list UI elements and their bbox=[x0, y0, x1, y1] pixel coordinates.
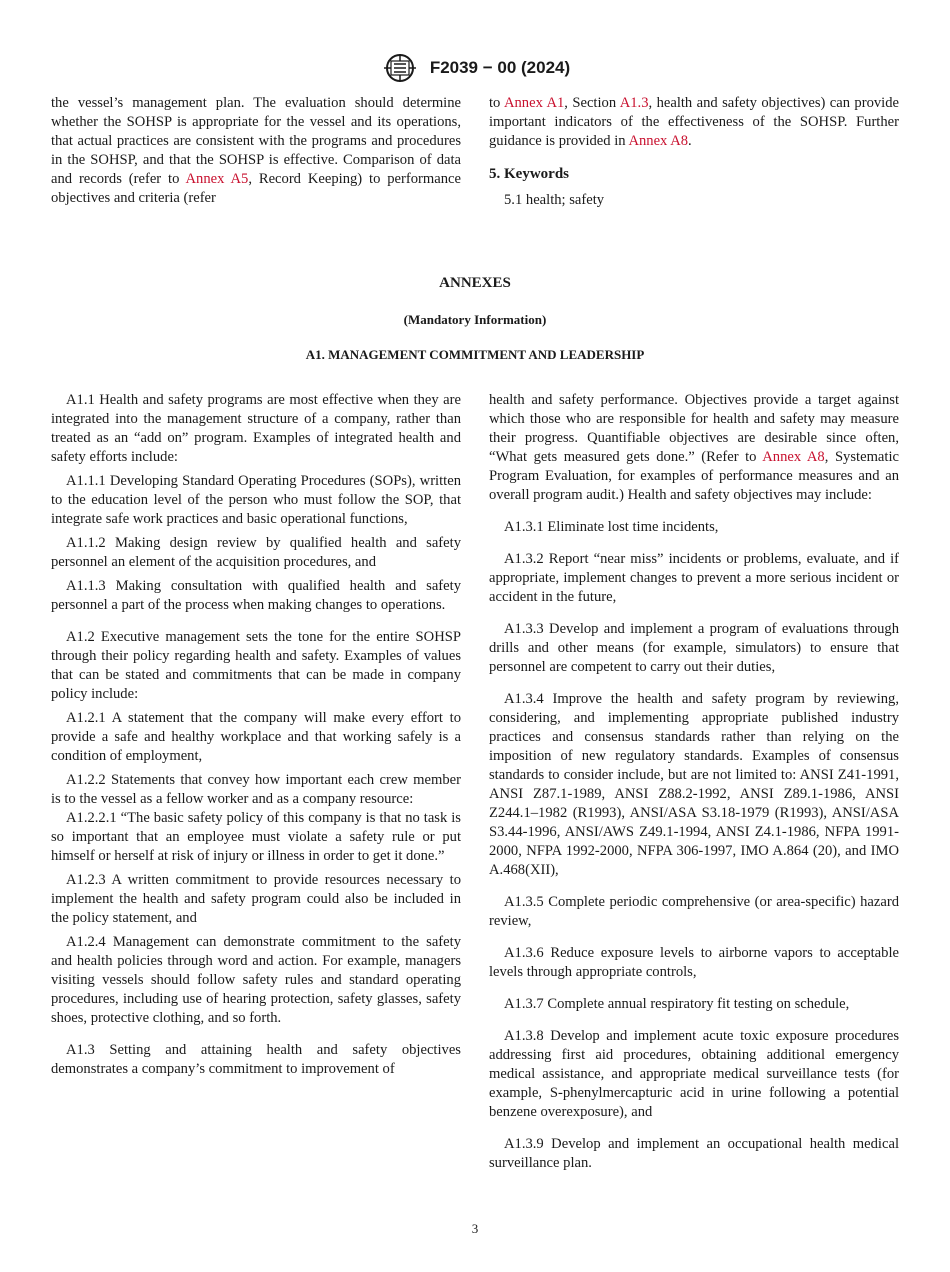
paragraph-a1-3-5: A1.3.5 Complete periodic comprehensive (or area-specific) hazard review, bbox=[489, 894, 899, 929]
paragraph-a1-3-7: A1.3.7 Complete annual respiratory fit testing on schedule, bbox=[504, 996, 850, 1012]
section-a1-3-link[interactable]: A1.3 bbox=[619, 95, 649, 111]
page-number: 3 bbox=[471, 1221, 479, 1236]
evaluation-paragraph-continued: to Annex A1, Section A1.3, health and safety objectives) can provide important indicators of the effectiveness of the SOHSP. Further guidance is provided in Annex A8. bbox=[489, 95, 899, 149]
paragraph-a1-3-3: A1.3.3 Develop and implement a program of evaluations through drills and other means (for example, simulators) to ensure that personnel are competent to carry out their duties, bbox=[489, 621, 899, 675]
keywords-text: 5.1 health; safety bbox=[504, 192, 605, 208]
page-header bbox=[0, 52, 950, 84]
paragraph-a1-2-4: A1.2.4 Management can demonstrate commitment to the safety and health policies through word and action. For example, managers visiting vessels should follow safety rules and standard operating procedures, including use of hearing protection, safety glasses, safety shoes, protective clothing, and so forth. bbox=[51, 934, 461, 1026]
top-right-column bbox=[489, 94, 899, 215]
paragraph-a1-2-1: A1.2.1 A statement that the company will make every effort to provide a safe and healthy workplace and that working safely is a condition of employment, bbox=[51, 710, 461, 764]
paragraph-a1-3-9: A1.3.9 Develop and implement an occupational health medical surveillance plan. bbox=[489, 1136, 899, 1171]
paragraph-a1-3-continued: health and safety performance. Objectives provide a target against which those who are responsible for health and safety may measure their progress. Quantifiable objectives are desirable since often, “What gets measured gets done.” (Refer to Annex A8, Systematic Program Evaluation, for examples of performance measures and an overall program audit.) Health and safety objectives may include: bbox=[489, 392, 899, 503]
annex-a8-link[interactable]: Annex A8 bbox=[628, 133, 689, 149]
document-designation: F2039 − 00 (2024) bbox=[429, 58, 571, 77]
paragraph-a1-2-3: A1.2.3 A written commitment to provide resources necessary to implement the health and safety program could also be included in the policy statement, and bbox=[51, 872, 461, 926]
right-column bbox=[489, 391, 899, 1178]
left-column bbox=[51, 391, 461, 1084]
keywords-heading: 5. Keywords bbox=[489, 166, 569, 182]
evaluation-paragraph: the vessel’s management plan. The evaluation should determine whether the SOHSP is appropriate for the vessel and its operations, that actual practices are consistent with the programs and procedures in the SOHSP, and that the SOHSP is effective. Comparison of data and records (refer to Annex A5, Record Keeping) to performance objectives and criteria (refer bbox=[51, 95, 461, 206]
astm-logo-icon bbox=[380, 52, 420, 84]
top-left-column bbox=[51, 94, 461, 213]
annexes-subtitle: (Mandatory Information) bbox=[403, 312, 547, 327]
paragraph-a1-3-1: A1.3.1 Eliminate lost time incidents, bbox=[504, 519, 719, 535]
paragraph-a1-2: A1.2 Executive management sets the tone for the entire SOHSP through their policy regarding health and safety. Examples of values that can be stated and commitments that can be made in company policy include: bbox=[51, 629, 461, 702]
paragraph-a1-3-4: A1.3.4 Improve the health and safety program by reviewing, considering, and implementing appropriate published industry practices and consensus standards rather than relying on the imposition of new regulatory standards. Examples of consensus standards to consider include, but are not limited to: ANSI Z41-1991, ANSI Z87.1-1989, ANSI Z88.2-1992, ANSI Z89.1-1986, ANSI Z244.1–1982 (R1993), ANSI/ASA S3.18-1979 (R1993), ANSI/ASA S3.44-1996, ANSI/AWS Z49.1-1994, ANSI Z4.1-1986, NFPA 1991-2000, NFPA 1992-2000, NFPA 306-1997, IMO A.864 (20), and IMO A.468(XII), bbox=[489, 691, 899, 878]
paragraph-a1-3-6: A1.3.6 Reduce exposure levels to airborne vapors to acceptable levels through appropriate controls, bbox=[489, 945, 899, 980]
annex-a8-link-2[interactable]: Annex A8 bbox=[762, 449, 825, 465]
annex-a1-title: A1. MANAGEMENT COMMITMENT AND LEADERSHIP bbox=[305, 347, 645, 362]
paragraph-a1-2-2: A1.2.2 Statements that convey how important each crew member is to the vessel as a fellow worker and as a company resource: bbox=[51, 772, 461, 807]
annex-a1-link[interactable]: Annex A1 bbox=[503, 95, 565, 111]
annex-a5-link[interactable]: Annex A5 bbox=[185, 171, 249, 187]
paragraph-a1-1-1: A1.1.1 Developing Standard Operating Procedures (SOPs), written to the education level of the person who must follow the SOP, that integrate safe work practices and basic operational functions, bbox=[51, 473, 461, 527]
paragraph-a1-1-2: A1.1.2 Making design review by qualified health and safety personnel an element of the acquisition procedures, and bbox=[51, 535, 461, 570]
paragraph-a1-2-2-1: A1.2.2.1 “The basic safety policy of this company is that no task is so important that an employee must violate a safety rule or put himself or herself at risk of injury or illness in order to get it done.” bbox=[51, 810, 461, 864]
paragraph-a1-3: A1.3 Setting and attaining health and safety objectives demonstrates a company’s commitment to improvement of bbox=[51, 1042, 461, 1077]
annexes-title: ANNEXES bbox=[439, 275, 511, 291]
paragraph-a1-1-3: A1.1.3 Making consultation with qualified health and safety personnel a part of the process when making changes to operations. bbox=[51, 578, 461, 613]
paragraph-a1-3-8: A1.3.8 Develop and implement acute toxic exposure procedures addressing first aid procedures, obtaining additional emergency medical assistance, and appropriate medical surveillance tests (for example, S-phenylmercapturic acid in urine following a potential benzene overexposure), and bbox=[489, 1028, 899, 1120]
paragraph-a1-1: A1.1 Health and safety programs are most effective when they are integrated into the management structure of a company, rather than treated as an “add on” program. Examples of integrated health and safety efforts include: bbox=[51, 392, 461, 465]
paragraph-a1-3-2: A1.3.2 Report “near miss” incidents or problems, evaluate, and if appropriate, implement changes to prevent a more serious incident or accident in the future, bbox=[489, 551, 899, 605]
